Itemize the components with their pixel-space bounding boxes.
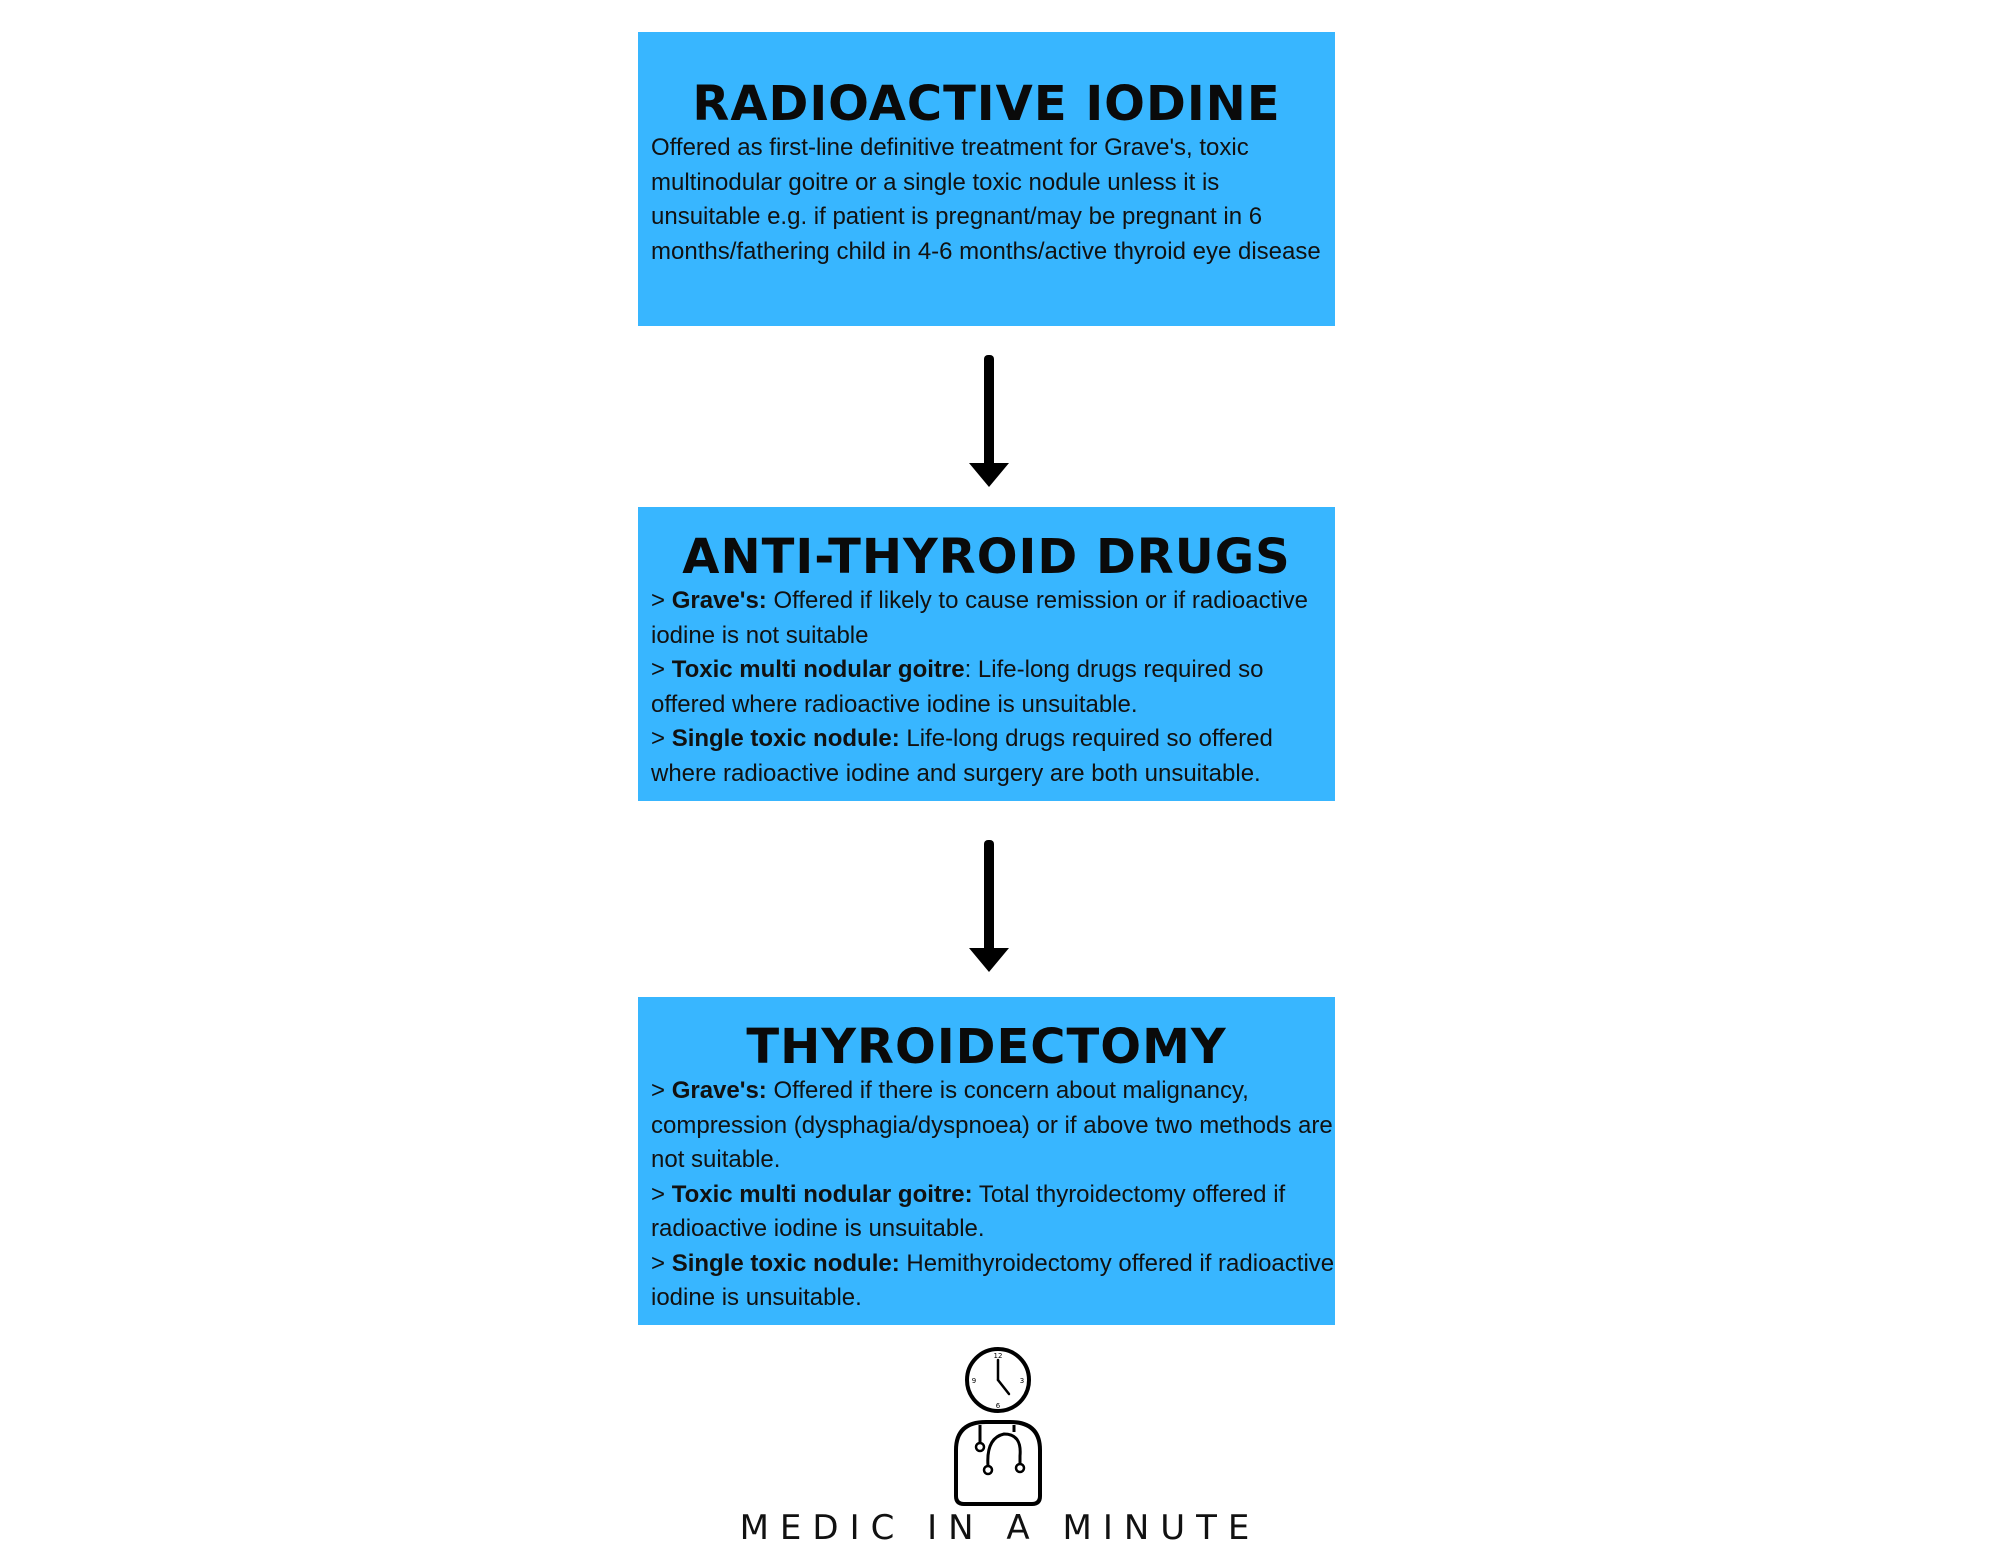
list-item: > Grave's: Offered if likely to cause remission or if radioactive iodine is not suitable bbox=[651, 587, 1308, 649]
step-description bbox=[651, 131, 1335, 269]
step-title: RADIOACTIVE IODINE bbox=[692, 76, 1281, 132]
svg-text:9: 9 bbox=[971, 1377, 977, 1385]
list-item: > Single toxic nodule: Life-long drugs required so offered where radioactive iodine and surgery are both unsuitable. bbox=[651, 725, 1273, 787]
step-text: Offered as first-line definitive treatment for Grave's, toxic multinodular goitre or a single toxic nodule unless it is unsuitable e.g. if patient is pregnant/may be pregnant in 6 months/fathering child in 4-6 months/active thyroid eye disease bbox=[651, 134, 1321, 265]
step-items bbox=[651, 584, 1335, 791]
down-arrow-icon bbox=[967, 355, 1011, 491]
step-anti-thyroid-drugs bbox=[638, 507, 1335, 801]
svg-text:3: 3 bbox=[1019, 1377, 1025, 1385]
step-radioactive-iodine bbox=[638, 32, 1335, 326]
step-title: THYROIDECTOMY bbox=[746, 1019, 1227, 1075]
list-item: > Toxic multi nodular goitre: Life-long drugs required so offered where radioactive iodine is unsuitable. bbox=[651, 656, 1264, 718]
list-item: > Grave's: Offered if there is concern about malignancy, compression (dysphagia/dyspnoea) or if above two methods are not suitable. bbox=[651, 1077, 1333, 1173]
list-item: > Single toxic nodule: Hemithyroidectomy offered if radioactive iodine is unsuitable. bbox=[651, 1249, 1335, 1311]
step-title: ANTI-THYROID DRUGS bbox=[682, 529, 1291, 585]
list-item: > Toxic multi nodular goitre: Total thyroidectomy offered if radioactive iodine is unsuitable. bbox=[651, 1180, 1286, 1242]
svg-text:6: 6 bbox=[995, 1402, 1001, 1410]
medic-clock-logo-icon bbox=[950, 1346, 1050, 1506]
step-thyroidectomy bbox=[638, 997, 1335, 1325]
step-items bbox=[651, 1074, 1335, 1316]
svg-text:12: 12 bbox=[993, 1352, 1003, 1360]
down-arrow-icon bbox=[967, 840, 1011, 976]
brand-name: MEDIC IN A MINUTE bbox=[739, 1508, 1261, 1548]
